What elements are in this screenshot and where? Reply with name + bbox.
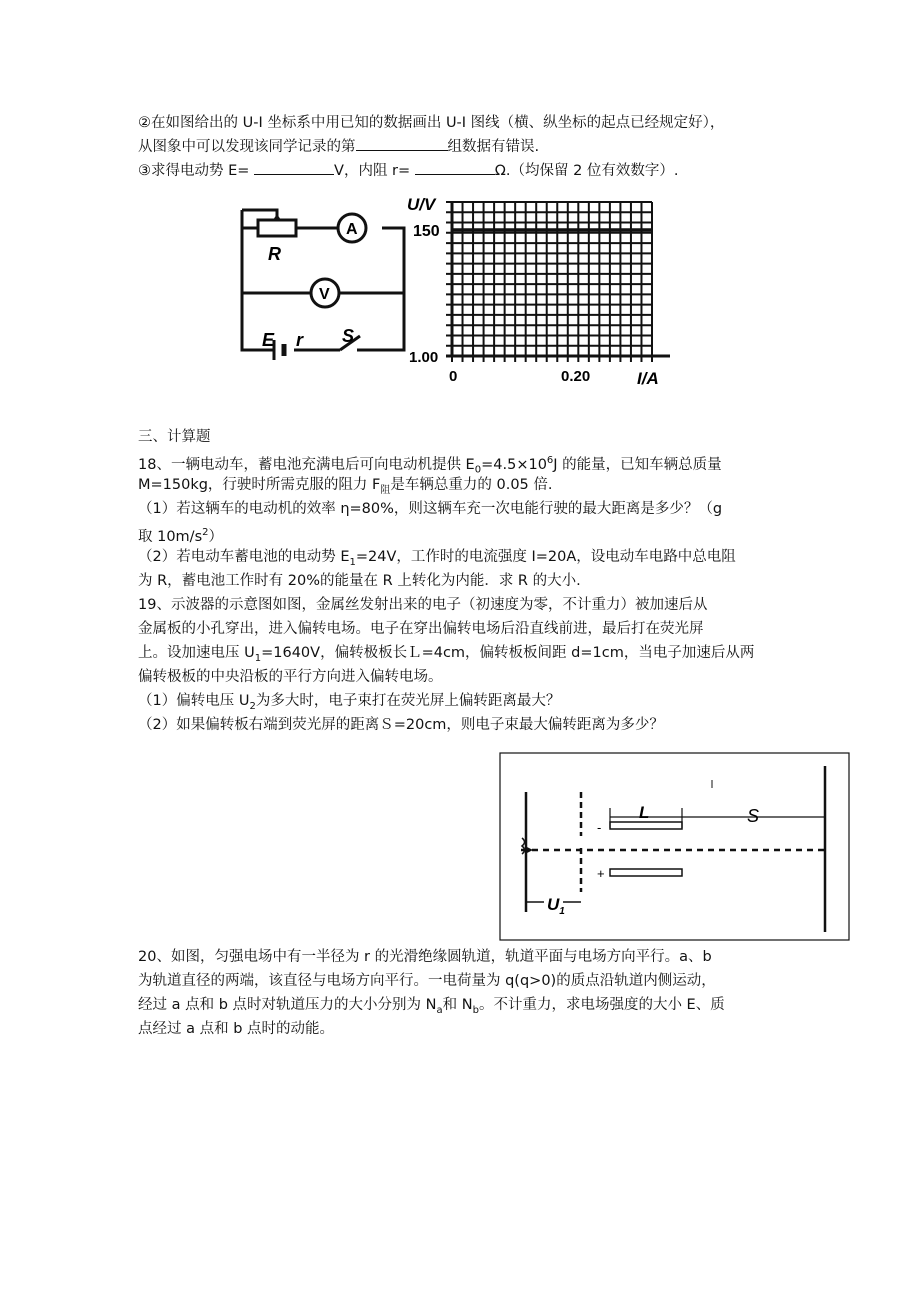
q19-line6: （2）如果偏转板右端到荧光屏的距离Ｓ=20cm，则电子束最大偏转距离为多少？ [138, 717, 664, 733]
q17-line2: 从图象中可以发现该同学记录的第 组数据有错误. [138, 136, 539, 158]
answer-blank-emf[interactable] [254, 160, 334, 175]
q18-line2: M=150kg，行驶时所需克服的阻力 $F_阻$是车辆总重力的 0.05 倍. [138, 477, 553, 496]
emf-label: E [262, 330, 275, 350]
answer-blank-resistance[interactable] [415, 160, 495, 175]
q18-line3: （1）若这辆车的电动机的效率 η=80%，则这辆车充一次电能行驶的最大距离是多少？（g [138, 501, 723, 517]
y-tick-top: 150 [413, 223, 440, 240]
q19-line2: 金属板的小孔穿出，进入偏转电场。电子在穿出偏转电场后沿直线前进，最后打在荧光屏 [138, 621, 704, 637]
q17-line1: ②在如图给出的 U-I 坐标系中用已知的数据画出 U-I 图线（横、纵坐标的起点已经规定好）， [138, 115, 725, 131]
q20-line3: 经过 a 点和 b 点时对轨道压力的大小分别为 $N_a$和 $N_b$。不计重力，求电场强度的大小 E、质 [138, 997, 725, 1016]
minus-sign: - [597, 820, 602, 835]
q18-line1: 18、一辆电动车，蓄电池充满电后可向电动机提供 $E_0=4.5\times 10^6J$ 的能量，已知车辆总质量 [138, 455, 722, 476]
plus-sign: + [597, 866, 605, 881]
y-axis-title: U/V [407, 195, 436, 214]
q20-line1: 20、如图，匀强电场中有一半径为 r 的光滑绝缘圆轨道，轨道平面与电场方向平行。a、b [138, 949, 712, 965]
x-tick-zero: 0 [449, 368, 458, 385]
q19-line3: 上。设加速电压 $U_1=1640V$，偏转极板长Ｌ=4cm，偏转板板间距 d=1cm，当电子加速后从两 [138, 645, 755, 664]
q18-line6: 为 R，蓄电池工作时有 20%的能量在 R 上转化为内能．求 R 的大小. [138, 573, 581, 589]
q19-line4: 偏转极板的中央沿板的平行方向进入偏转电场。 [138, 669, 443, 685]
y-tick-bottom: 1.00 [409, 349, 439, 366]
voltage-label: $U_1$ [547, 895, 565, 917]
ammeter-label: A [346, 221, 358, 238]
section-title: 三、计算题 [138, 429, 211, 445]
u-i-graph [405, 190, 680, 390]
q19-line5: （1）偏转电压 $U_2$为多大时，电子束打在荧光屏上偏转距离最大？ [138, 693, 561, 712]
screen-distance-label: S [747, 806, 760, 826]
q20-line2: 为轨道直径的两端，该直径与电场方向平行。一电荷量为 q(q>0)的质点沿轨道内侧运动， [138, 973, 716, 989]
switch-label: S [342, 326, 355, 346]
internal-r-label: r [296, 330, 304, 350]
answer-blank-group[interactable] [356, 136, 448, 151]
plate-length-label: L [639, 803, 650, 822]
q19-line1: 19、示波器的示意图如图，金属丝发射出来的电子（初速度为零，不计重力）被加速后从 [138, 597, 708, 613]
resistor-label: R [268, 244, 281, 264]
oscilloscope-figure [499, 752, 851, 942]
voltmeter-label: V [319, 286, 330, 303]
q18-line4: 取 $10m/s^2$） [138, 527, 223, 545]
graph-grid [446, 202, 670, 362]
q18-line5: （2）若电动车蓄电池的电动势 $E_1=24V$，工作时的电流强度 I=20A，设电动车电路中总电阻 [138, 549, 736, 568]
q17-line3: ③求得电动势 E= V，内阻 r= Ω.（均保留 2 位有效数字）. [138, 160, 679, 182]
x-tick-mid: 0.20 [561, 368, 591, 385]
q20-line4: 点经过 a 点和 b 点时的动能。 [138, 1021, 335, 1037]
x-axis-title: I/A [637, 369, 659, 388]
circuit-diagram [232, 200, 412, 360]
